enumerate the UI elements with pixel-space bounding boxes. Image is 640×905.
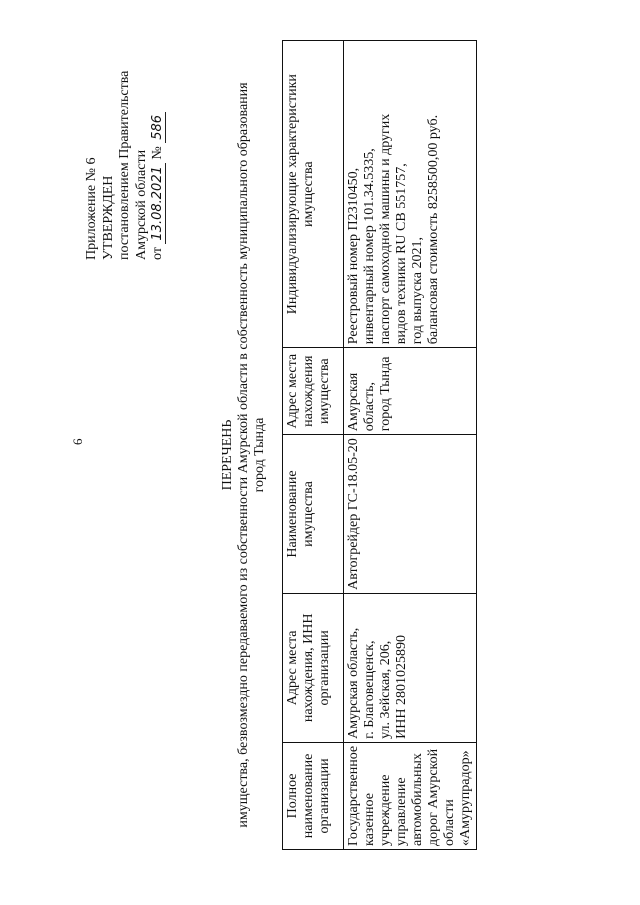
handwritten-date: 13.08.2021 <box>150 163 166 243</box>
cell-property-address: Амурская область, город Тында <box>344 348 477 435</box>
date-number-line <box>150 71 167 260</box>
approved-label: УТВЕРЖДЕН <box>100 175 116 260</box>
property-table <box>282 40 477 850</box>
table-row <box>344 41 477 850</box>
resolution-label: постановлением Правительства <box>117 70 132 260</box>
cell-org-address: Амурская область, г. Благовещенск, ул. Зейская, 206, ИНН 2801025890 <box>344 593 477 742</box>
appendix-label: Приложение № 6 <box>84 157 99 260</box>
rotated-document-page <box>20 25 620 885</box>
document-title <box>220 25 268 885</box>
cell-characteristics: Реестровый номер П2310450, инвентарный номер 101.34.5335, паспорт самоходной машины и других видов техники RU CB 551757, год выпуска 2021, балансовая стоимость 8258500,00 руб. <box>344 41 477 348</box>
header-property-name: Наименование имущества <box>283 435 344 594</box>
date-prefix: от <box>150 247 165 260</box>
title-line-2: имущества, безвозмездно передаваемого из собственности Амурской области в собственность муниципального образования <box>236 82 251 828</box>
title-heading: ПЕРЕЧЕНЬ <box>220 419 235 491</box>
cell-org-name: Государственное казенное учреждение управление автомобильных дорог Амурской области «Амурупрадор» <box>344 742 477 849</box>
table-header-row <box>283 41 344 850</box>
header-org-address: Адрес места нахождения, ИНН организации <box>283 593 344 742</box>
number-prefix: № <box>150 146 165 160</box>
cell-property-name: Автогрейдер ГС-18.05-20 <box>344 435 477 594</box>
header-characteristics: Индивидуализирующие характеристики имущества <box>283 41 344 348</box>
page-number: 6 <box>70 438 85 445</box>
header-property-address: Адрес места нахождения имущества <box>283 348 344 435</box>
handwritten-number: 586 <box>150 112 166 143</box>
region-label: Амурской области <box>133 149 149 260</box>
header-org-name: Полное наименование организации <box>283 742 344 849</box>
title-line-3: город Тында <box>252 417 267 493</box>
approval-block <box>84 71 167 260</box>
